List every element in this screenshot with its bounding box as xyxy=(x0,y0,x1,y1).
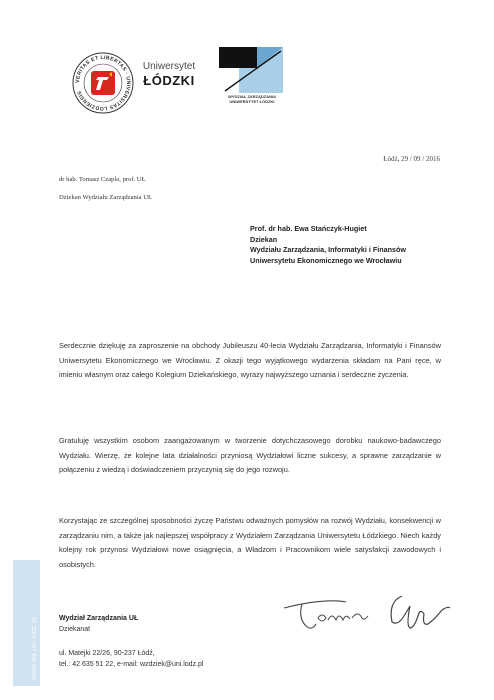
university-seal-logo xyxy=(71,51,135,115)
side-url-strip xyxy=(13,560,40,686)
faculty-logo-line2: UNIWERSYTET ŁÓDZKI xyxy=(229,99,275,104)
recipient-university: Uniwersytetu Ekonomicznego we Wrocławiu xyxy=(250,255,402,265)
faculty-logo-caption xyxy=(213,94,291,104)
footer-address: ul. Matejki 22/26, 90-237 Łódź, xyxy=(59,650,155,657)
university-name xyxy=(134,61,204,88)
footer-unit-block xyxy=(59,613,138,635)
recipient-title: Dziekan xyxy=(250,234,278,244)
sender-name: dr hab. Tomasz Czapla, prof. UŁ xyxy=(59,176,146,183)
recipient-name: Prof. dr hab. Ewa Stańczyk-Hugiet xyxy=(250,224,367,233)
body-paragraph-3: Korzystając ze szczególnej sposobności życzę Państwu odważnych pomysłów na rozwój Wydziału, konsekwencji w zarządzaniu nim, a także jak najlepszej współpracy z Wydziałem Zarządzania Uniwersytetu Łódzkiego. Niech każdy kolejny rok przynosi Wydziałowi nowe osiągnięcia, a Władzom i Pracownikom wiele satysfakcji zawodowych i osobistych. xyxy=(59,516,441,569)
footer-address-block xyxy=(59,648,203,670)
seal-text: VERITAS ET LIBERTAS · UNIVERSITAS LODZIENSIS xyxy=(74,54,132,112)
faculty-logo xyxy=(219,47,283,93)
letter-date: Łódź, 29 / 09 / 2016 xyxy=(383,155,440,163)
sender-title: Dziekan Wydziału Zarządzania UŁ xyxy=(59,194,153,201)
body-paragraph-1: Serdecznie dziękuję za zaproszenie na obchody Jubileuszu 40-lecia Wydziału Zarządzania, Informatyki i Finansów Uniwersytetu Ekonomicznego we Wrocławiu. Z okazji tego wyjątkowego wydarzenia składam na Pani ręce, w imieniu własnym oraz całego Kolegium Dziekańskiego, wyrazy najwyższego uznania i serdeczne życzenia. xyxy=(59,341,441,379)
footer-dept: Dziekanat xyxy=(59,626,91,633)
faculty-logo-line1: WYDZIAŁ ZARZĄDZANIA xyxy=(228,94,276,99)
footer-unit-name: Wydział Zarządzania UŁ xyxy=(59,615,139,622)
side-url-text: www.wz.uni.lodz.pl xyxy=(29,617,38,680)
handwritten-signature xyxy=(262,586,462,636)
university-name-line1: Uniwersytet xyxy=(142,61,196,72)
recipient-faculty: Wydziału Zarządzania, Informatyki i Finansów xyxy=(250,245,407,254)
recipient-block xyxy=(250,224,406,266)
footer-contact: tel.: 42 635 51 22, e-mail: wzdziek@uni.lodz.pl xyxy=(59,661,204,668)
body-paragraph-2: Gratuluję wszystkim osobom zaangażowanym w tworzenie dotychczasowego dorobku naukowo-badawczego Wydziału. Wierzę, że kolejne lata działalności przyniosą Wydziałowi liczne sukcesy, a sprawne zarządzanie w połączeniu z wiedzą i doświadczeniem przyczynią się do jego rozwoju. xyxy=(59,436,441,474)
sender-block xyxy=(59,171,152,207)
university-name-line2: ŁÓDZKI xyxy=(143,73,195,88)
